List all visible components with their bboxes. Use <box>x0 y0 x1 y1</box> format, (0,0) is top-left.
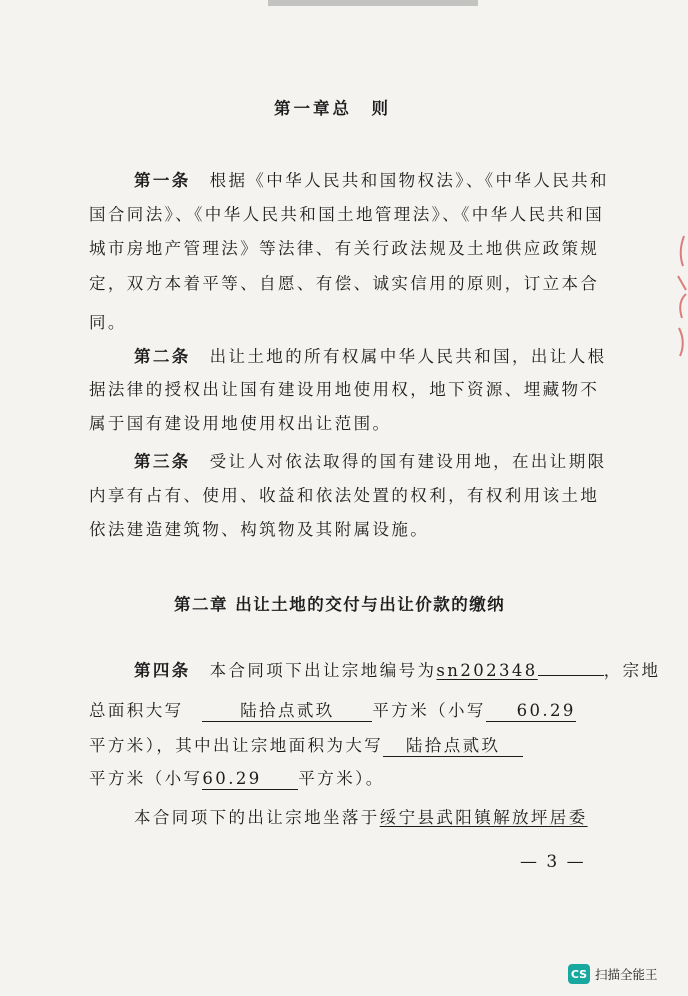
article-2-line-3: 属于国有建设用地使用权出让范围。 <box>89 414 392 433</box>
sold-area-lower: 60.29 <box>202 769 298 790</box>
parcel-number-blank <box>538 659 604 676</box>
article-4-line-3: 平方米），其中出让宗地面积为大写 陆拾点贰玖 <box>89 735 523 757</box>
article-2-label: 第二条 <box>134 347 191 366</box>
article-1-line-1: 第一条 根据《中华人民共和国物权法》、《中华人民共和 <box>134 171 609 190</box>
page-number: — 3 — <box>520 852 586 872</box>
chapter-2-title: 第二章 出让土地的交付与出让价款的缴纳 <box>174 595 506 614</box>
parcel-location: 绥宁县武阳镇解放坪居委 <box>379 808 588 827</box>
sold-area-upper: 陆拾点贰玖 <box>383 736 523 757</box>
article-3-label: 第三条 <box>134 452 191 471</box>
scanner-watermark <box>568 963 658 985</box>
article-2-line-1: 第二条 出让土地的所有权属中华人民共和国，出让人根 <box>134 347 607 366</box>
article-1-line-4: 定，双方本着平等、自愿、有偿、诚实信用的原则，订立本合 <box>89 274 600 293</box>
article-3-line-3: 依法建造建筑物、构筑物及其附属设施。 <box>89 520 430 539</box>
total-area-lower: 60.29 <box>486 701 576 722</box>
article-1-line-3: 城市房地产管理法》等法律、有关行政法规及土地供应政策规 <box>89 239 600 258</box>
camscanner-logo-icon: CS <box>568 964 590 984</box>
article-1-line-2: 国合同法》、《中华人民共和国土地管理法》、《中华人民共和国 <box>89 205 605 224</box>
location-line: 本合同项下的出让宗地坐落于绥宁县武阳镇解放坪居委 <box>134 808 588 827</box>
article-4-label: 第四条 <box>134 661 191 680</box>
article-3-line-2: 内享有占有、使用、收益和依法处置的权利，有权利用该土地 <box>89 486 600 505</box>
seal-fragment <box>674 232 688 382</box>
article-3-line-1: 第三条 受让人对依法取得的国有建设用地，在出让期限 <box>134 452 607 471</box>
scanner-app-name: 扫描全能王 <box>595 967 658 982</box>
article-1-label: 第一条 <box>134 171 191 190</box>
parcel-number: sn202348 <box>436 661 538 680</box>
article-4-line-1: 第四条 本合同项下出让宗地编号为sn202348 ，宗地 <box>134 661 661 680</box>
article-1-line-5: 同。 <box>89 313 127 332</box>
scan-edge <box>268 0 478 6</box>
chapter-1-title: 第一章总 则 <box>274 99 391 118</box>
total-area-upper: 陆拾点贰玖 <box>202 701 372 722</box>
article-2-line-2: 据法律的授权出让国有建设用地使用权，地下资源、埋藏物不 <box>89 380 600 399</box>
article-4-line-4: 平方米（小写60.29 平方米）。 <box>89 769 385 788</box>
article-4-line-2: 总面积大写 陆拾点贰玖 平方米（小写 60.29 <box>89 701 576 720</box>
